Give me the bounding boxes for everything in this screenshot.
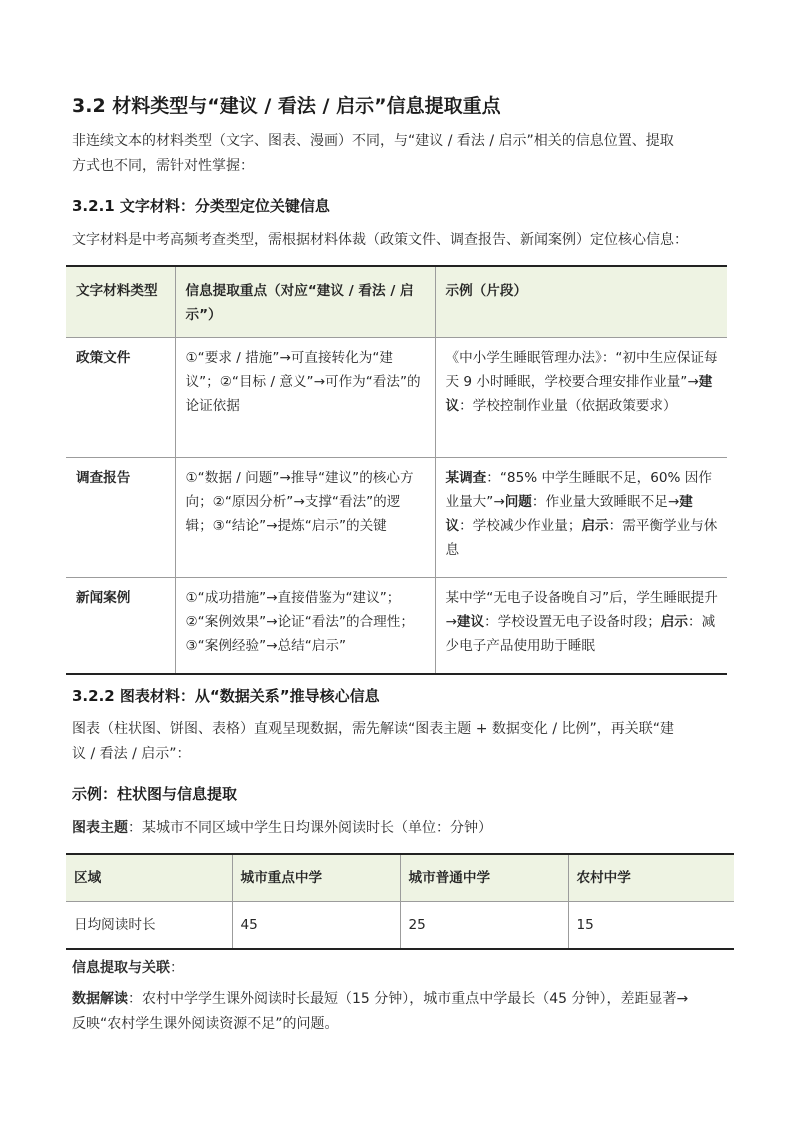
intro-line-1: 非连续文本的材料类型（文字、图表、漫画）不同，与“建议 / 看法 / 启示”相关的信息位置、提取	[72, 133, 674, 149]
example-text: 《中小学生睡眠管理办法》：“初中生应保证每天 9 小时睡眠，学校要合理安排作业量”→	[445, 350, 718, 390]
intro-line-2: 方式也不同，需针对性掌握：	[72, 158, 254, 174]
table-row	[66, 902, 734, 950]
keyword: 启示	[581, 518, 609, 534]
table-header: 文字材料类型	[66, 266, 175, 338]
table-row	[66, 338, 727, 458]
table-cell: 45	[232, 902, 400, 950]
section-title: 3.2 材料类型与“建议 / 看法 / 启示”信息提取重点	[72, 95, 501, 117]
subsection-desc-chart-2: 议 / 看法 / 启示”：	[72, 746, 191, 762]
table-header: 示例（片段）	[435, 266, 727, 338]
chart-topic-text: ：某城市不同区域中学生日均课外阅读时长（单位：分钟）	[128, 820, 492, 836]
table-cell-focus: ①“成功措施”→直接借鉴为“建议”；②“案例效果”→论证“看法”的合理性；③“案例经验”→总结“启示”	[175, 578, 435, 675]
analysis-label: 数据解读	[72, 991, 128, 1007]
extract-title-label: 信息提取与关联	[72, 960, 170, 976]
table-row	[66, 578, 727, 675]
example-text: ：“85% 中学生睡眠不足，60% 因作业量大”→	[445, 470, 712, 510]
table-row-label: 日均阅读时长	[66, 902, 232, 950]
text-material-table	[66, 265, 727, 675]
example-title: 示例：柱状图与信息提取	[72, 785, 238, 803]
example-text: ：学校减少作业量；	[459, 518, 582, 534]
table-cell: 25	[400, 902, 568, 950]
reading-time-table	[66, 853, 734, 950]
table-cell-example	[435, 338, 727, 458]
table-cell-type: 政策文件	[66, 338, 175, 458]
table-header: 区域	[66, 854, 232, 902]
subsection-title-text: 3.2.1 文字材料：分类型定位关键信息	[72, 197, 330, 215]
subsection-title-chart: 3.2.2 图表材料：从“数据关系”推导核心信息	[72, 687, 380, 705]
table-header: 农村中学	[568, 854, 734, 902]
subsection-desc-text: 文字材料是中考高频考查类型，需根据材料体裁（政策文件、调查报告、新闻案例）定位核心信息：	[72, 232, 688, 248]
example-text: 某中学“无电子设备晚自习”后，学生睡眠提升→	[445, 590, 718, 630]
keyword: 建议	[445, 494, 693, 534]
analysis-line-1	[72, 987, 688, 1012]
table-cell-example	[435, 578, 727, 675]
keyword: 启示	[660, 614, 688, 630]
table-cell-focus: ①“要求 / 措施”→可直接转化为“建议”；②“目标 / 意义”→可作为“看法”的论证依据	[175, 338, 435, 458]
extract-title	[72, 956, 184, 981]
table-cell-focus: ①“数据 / 问题”→推导“建议”的核心方向；②“原因分析”→支撑“看法”的逻辑；③“结论”→提炼“启示”的关键	[175, 458, 435, 578]
table-header: 城市普通中学	[400, 854, 568, 902]
analysis-line-2: 反映“农村学生课外阅读资源不足”的问题。	[72, 1016, 339, 1032]
table-cell-type: 调查报告	[66, 458, 175, 578]
table-header: 信息提取重点（对应“建议 / 看法 / 启示”）	[175, 266, 435, 338]
example-text: ：需平衡学业与休息	[445, 518, 718, 558]
analysis-text: ：农村中学学生课外阅读时长最短（15 分钟），城市重点中学最长（45 分钟），差距显著→	[128, 991, 689, 1007]
example-text: ：学校控制作业量（依据政策要求）	[459, 398, 677, 414]
table-header-row	[66, 854, 734, 902]
table-cell-example	[435, 458, 727, 578]
table-cell: 15	[568, 902, 734, 950]
extract-title-colon: ：	[170, 960, 184, 976]
table-cell-type: 新闻案例	[66, 578, 175, 675]
keyword: 建议	[445, 374, 713, 414]
example-text: ：学校设置无电子设备时段；	[484, 614, 661, 630]
table-row	[66, 458, 727, 578]
table-header-row	[66, 266, 727, 338]
example-text: ：作业量大致睡眠不足→	[531, 494, 680, 510]
keyword: 建议	[456, 614, 485, 630]
chart-topic-label: 图表主题	[72, 820, 128, 836]
keyword: 问题	[504, 494, 532, 510]
example-text: ：减少电子产品使用助于睡眠	[445, 614, 716, 654]
table-header: 城市重点中学	[232, 854, 400, 902]
chart-topic	[72, 816, 492, 841]
subsection-desc-chart-1: 图表（柱状图、饼图、表格）直观呈现数据，需先解读“图表主题 + 数据变化 / 比例”，再关联“建	[72, 721, 675, 737]
keyword: 某调查	[445, 470, 487, 486]
